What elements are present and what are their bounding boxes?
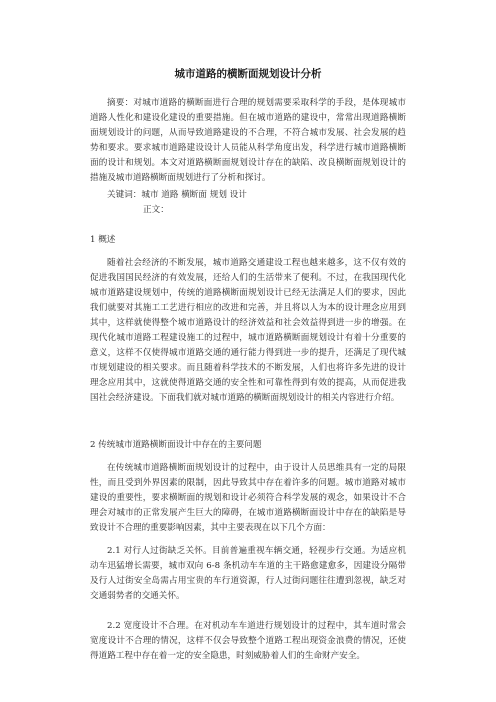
keywords-line: 关键词：城市 道路 横断面 规划 设计 [107,190,247,200]
abstract-paragraph: 摘要：对城市道路的横断面进行合理的规划需要采取科学的手段，是体现城市道路人性化和建设化建设的重要措施。但在城市道路的建设中，常常出现道路横断面规划设计的问题，从而导致道路建设的不合理，不符合城市发展、社会发展的趋势和要求。要求城市道路建设设计人员能从科学角度出发，科学进行城市道路横断面的设计和规划。本文对道路横断面规划设计存在的缺陷、改良横断面规划设计的措施及城市道路横断面规划进行了分析和探讨。 [90,98,406,183]
section-2-1-paragraph: 2.1 对行人过街缺乏关怀。目前普遍重视车辆交通，轻视步行交通。为适应机动车迅猛增长需要，城市双向 6-8 条机动车车道的主干路愈建愈多，因建设分隔带及行人过街安全岛需占用宝贵的车行道资源，行人过街问题往往遭到忽视，缺乏对交通弱势者的交通关怀。 [90,546,406,601]
section-2-paragraph: 在传统城市道路横断面规划设计的过程中，由于设计人员思维具有一定的局限性，而且受到外界因素的限制，因此导致其中存在着许多的问题。城市道路对城市建设的重要性，要求横断面的规划和设计必须符合科学发展的观念，如果设计不合理会对城市的正常发展产生巨大的障碍，在城市道路横断面设计中存在的缺陷是导致设计不合理的重要影响因素，其中主要表现在以下几个方面： [90,463,406,533]
body-label: 正文： [143,205,169,215]
document-title: 城市道路的横断面规划设计分析 [174,68,322,80]
section-2-heading: 2 传统城市道路横断面设计中存在的主要问题 [90,440,262,450]
section-1-paragraph: 随着社会经济的不断发展，城市道路交通建设工程也越来越多，这不仅有效的促进我国国民经济的有效发展，还给人们的生活带来了便利。不过，在我国现代化城市道路建设规划中，传统的道路横断面规划设计已经无法满足人们的要求，因此我们就要对其施工工艺进行相应的改进和完善，并且将以人为本的设计理念应用到其中，这样就使得整个城市道路设计的经济效益和社会效益得到进一步的增强。在现代化城市道路工程建设施工的过程中，城市道路横断面规划设计有着十分重要的意义，这样不仅使得城市道路交通的通行能力得到进一步的提升，还满足了现代城市规划建设的相关要求。而且随着科学技术的不断发展，人们也将许多先进的设计理念应用其中，这就使得道路交通的安全性和可靠性得到有效的提高，从而促进我国社会经济建设。下面我们就对城市道路的横断面规划设计的相关内容进行介绍。 [90,258,406,403]
section-1-heading: 1 概述 [90,235,116,245]
section-2-2-paragraph: 2.2 宽度设计不合理。在对机动车车道进行规划设计的过程中，其车道时常会宽度设计不合理的情况，这样不仅会导致整个道路工程出现资金浪费的情况，还使得道路工程中存在着一定的安全隐患，时刻威胁着人们的生命财产安全。 [90,621,406,661]
